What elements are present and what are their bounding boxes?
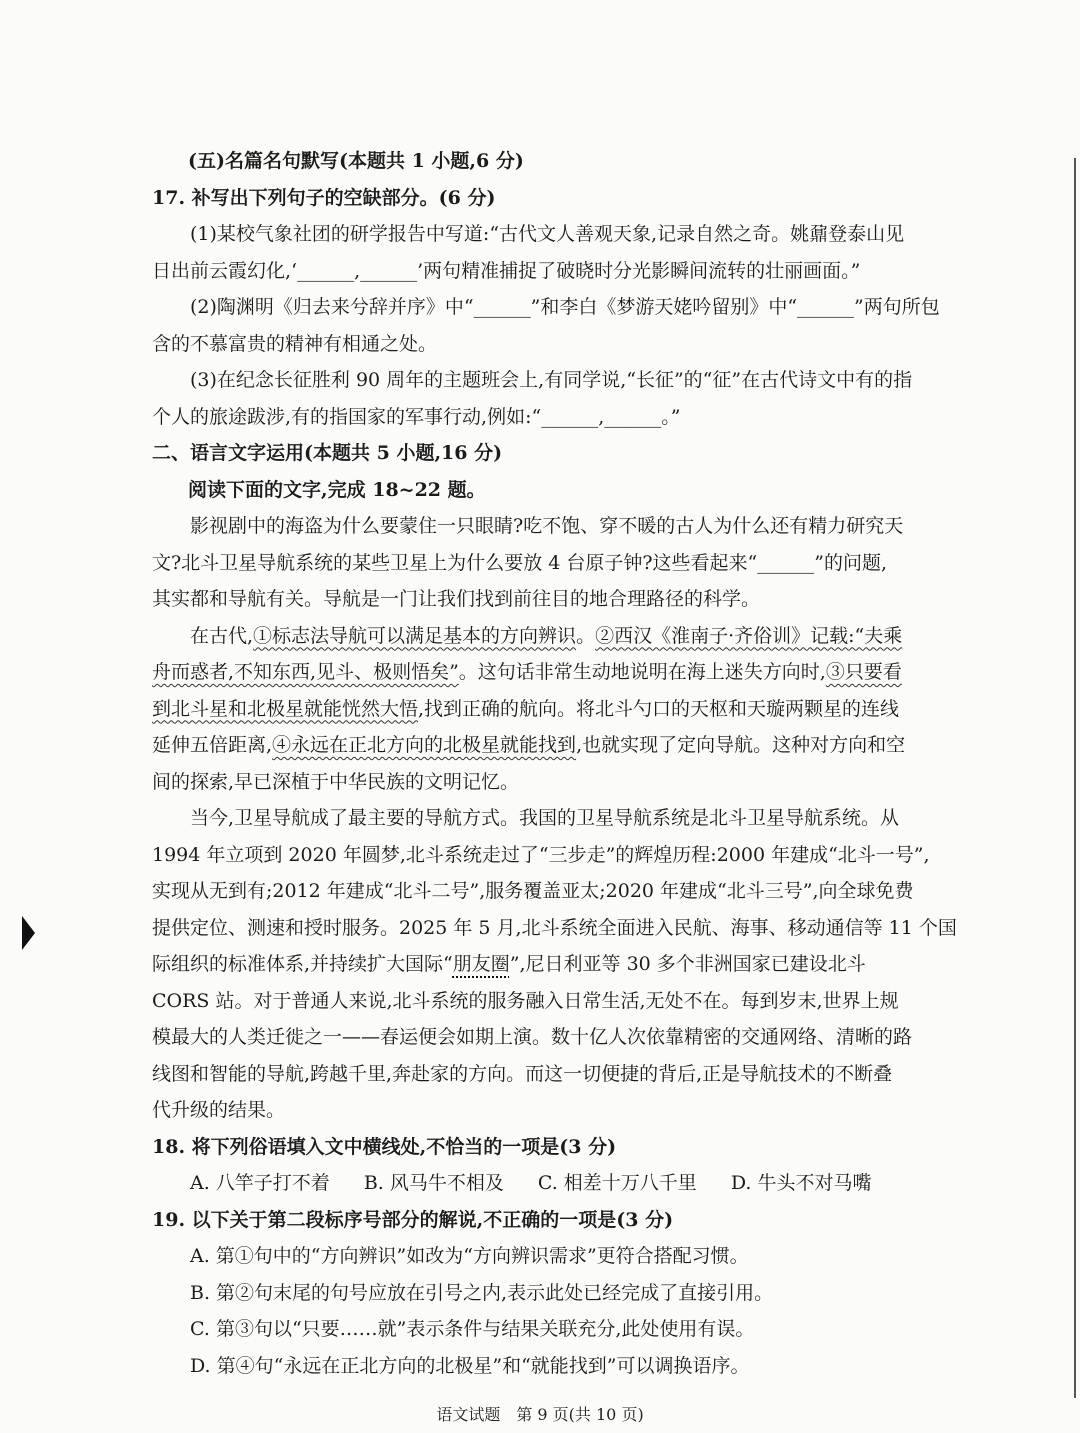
q17-text: 17. 补写出下列句子的空缺部分。(6 分)	[152, 186, 496, 209]
section-2-instruction: 阅读下面的文字,完成 18~22 题。	[188, 478, 486, 501]
q19-option-d: D. 第④句“永远在正北方向的北极星”和“就能找到”可以调换语序。	[190, 1354, 750, 1377]
passage-p2-line3	[152, 691, 984, 728]
page-footer: 语文试题 第 9 页(共 10 页)	[436, 1405, 644, 1424]
q17-part3-line1: (3)在纪念长征胜利 90 周年的主题班会上,有同学说,“长征”的“征”在古代诗文中有的指	[190, 369, 913, 391]
q18-option-b: B. 风马牛不相及	[363, 1172, 504, 1194]
text-span: ,也就实现了定向导航。这种对方向和空	[576, 734, 906, 756]
q18-options	[152, 1165, 984, 1202]
passage-p3-line4: 提供定位、测速和授时服务。2025 年 5 月,北斗系统全面进入民航、海事、移动通信等 11 个国	[152, 916, 957, 939]
q17-stem	[152, 180, 984, 217]
passage-p3-line7: 模最大的人类迁徙之一——春运便会如期上演。数十亿人次依靠精密的交通网络、清晰的路	[152, 1026, 913, 1048]
page-marker-triangle	[22, 916, 35, 950]
sentence-3-underlined: ③只要看	[825, 661, 902, 683]
q19-option-a: A. 第①句中的“方向辨识”如改为“方向辨识需求”更符合搭配习惯。	[190, 1245, 749, 1267]
exam-content	[152, 143, 984, 1384]
q17-part3-line2: 个人的旅途跋涉,有的指国家的军事行动,例如:“______,______。”	[152, 405, 681, 428]
q18-text: 18. 将下列俗语填入文中横线处,不恰当的一项是(3 分)	[152, 1135, 617, 1158]
q18-stem	[152, 1129, 984, 1166]
text-span: 。	[576, 624, 596, 647]
q19-text: 19. 以下关于第二段标序号部分的解说,不正确的一项是(3 分)	[152, 1208, 674, 1231]
sentence-1-underlined: ①标志法导航可以满足基本的方向辨识	[253, 624, 577, 647]
passage-p1-line3: 其实都和导航有关。导航是一门让我们找到前往目的地合理路径的科学。	[152, 588, 761, 610]
sentence-4-underlined: ④永远在正北方向的北极星就能找到	[272, 734, 577, 756]
passage-p3-line5	[152, 946, 984, 983]
q18-option-d: D. 牛头不对马嘴	[730, 1172, 872, 1194]
q17-part1-line1: (1)某校气象社团的研学报告中写道:“古代文人善观天象,记录自然之奇。姚鼐登泰山见	[190, 223, 905, 245]
sentence-2-underlined: ②西汉《淮南子·齐俗训》记载:“夫乘	[595, 624, 903, 647]
passage-p3-line2: 1994 年立项到 2020 年圆梦,北斗系统走过了“三步走”的辉煌历程:2000 年建成“北斗一号”,	[152, 843, 930, 866]
passage-p3-line8: 线图和智能的导航,跨越千里,奔赴家的方向。而这一切便捷的背后,正是导航技术的不断叠	[152, 1062, 893, 1085]
q19-option-b: B. 第②句末尾的句号应放在引号之内,表示此处已经完成了直接引用。	[190, 1281, 774, 1304]
passage-p2-line1	[152, 618, 984, 655]
passage-p3-line3: 实现从无到有;2012 年建成“北斗二号”,服务覆盖亚太;2020 年建成“北斗三号”,向全球免费	[152, 880, 914, 902]
text-span: ,找到正确的航向。将北斗勺口的天枢和天璇两颗星的连线	[418, 697, 900, 720]
text-span: 延伸五倍距离,	[152, 734, 273, 756]
q18-option-c: C. 相差十万八千里	[537, 1172, 697, 1194]
q19-option-c: C. 第③句以“只要……就”表示条件与结果关联充分,此处使用有误。	[190, 1318, 755, 1340]
passage-p1-line1: 影视剧中的海盗为什么要蒙住一只眼睛?吃不饱、穿不暖的古人为什么还有精力研究天	[190, 515, 904, 537]
sentence-3-underlined-cont: 到北斗星和北极星就能恍然大悟	[152, 697, 419, 720]
passage-p2-line2	[152, 654, 984, 691]
passage-p1-line2: 文?北斗卫星导航系统的某些卫星上为什么要放 4 台原子钟?这些看起来“______”的问题,	[152, 551, 888, 574]
text-span: ”,尼日利亚等 30 多个非洲国家已建设北斗	[509, 953, 866, 975]
section-5-title: (五)名篇名句默写(本题共 1 小题,6 分)	[188, 150, 524, 172]
passage-p3-line6: CORS 站。对于普通人来说,北斗系统的服务融入日常生活,无处不在。每到岁末,世界上规	[152, 989, 899, 1012]
q17-part1-line2: 日出前云霞幻化,‘______,______’两句精准捕捉了破晓时分光影瞬间流转的壮丽画面。”	[152, 259, 861, 282]
text-span: 在古代,	[190, 624, 254, 647]
sentence-2-underlined-cont: 舟而惑者,不知东西,见斗、极则悟矣”	[152, 661, 459, 683]
dotted-emphasis: 朋友圈	[452, 953, 510, 975]
q19-stem	[152, 1202, 984, 1239]
q17-part2-line2: 含的不慕富贵的精神有相通之处。	[152, 332, 438, 355]
text-span: 。这句话非常生动地说明在海上迷失方向时,	[458, 661, 826, 683]
q18-option-a: A. 八竿子打不着	[190, 1172, 330, 1194]
passage-p3-line9: 代升级的结果。	[152, 1099, 286, 1121]
passage-p2-line4	[152, 727, 984, 764]
passage-p3-line1: 当今,卫星导航成了最主要的导航方式。我国的卫星导航系统是北斗卫星导航系统。从	[190, 807, 900, 829]
section-2-title: 二、语言文字运用(本题共 5 小题,16 分)	[152, 442, 503, 464]
q17-part2-line1: (2)陶渊明《归去来兮辞并序》中“______”和李白《梦游天姥吟留别》中“______”两句所包	[190, 296, 940, 318]
passage-p2-line5: 间的探索,早已深植于中华民族的文明记忆。	[152, 770, 520, 793]
margin-rule	[1074, 158, 1076, 1398]
text-span: 际组织的标准体系,并持续扩大国际“	[152, 953, 453, 975]
